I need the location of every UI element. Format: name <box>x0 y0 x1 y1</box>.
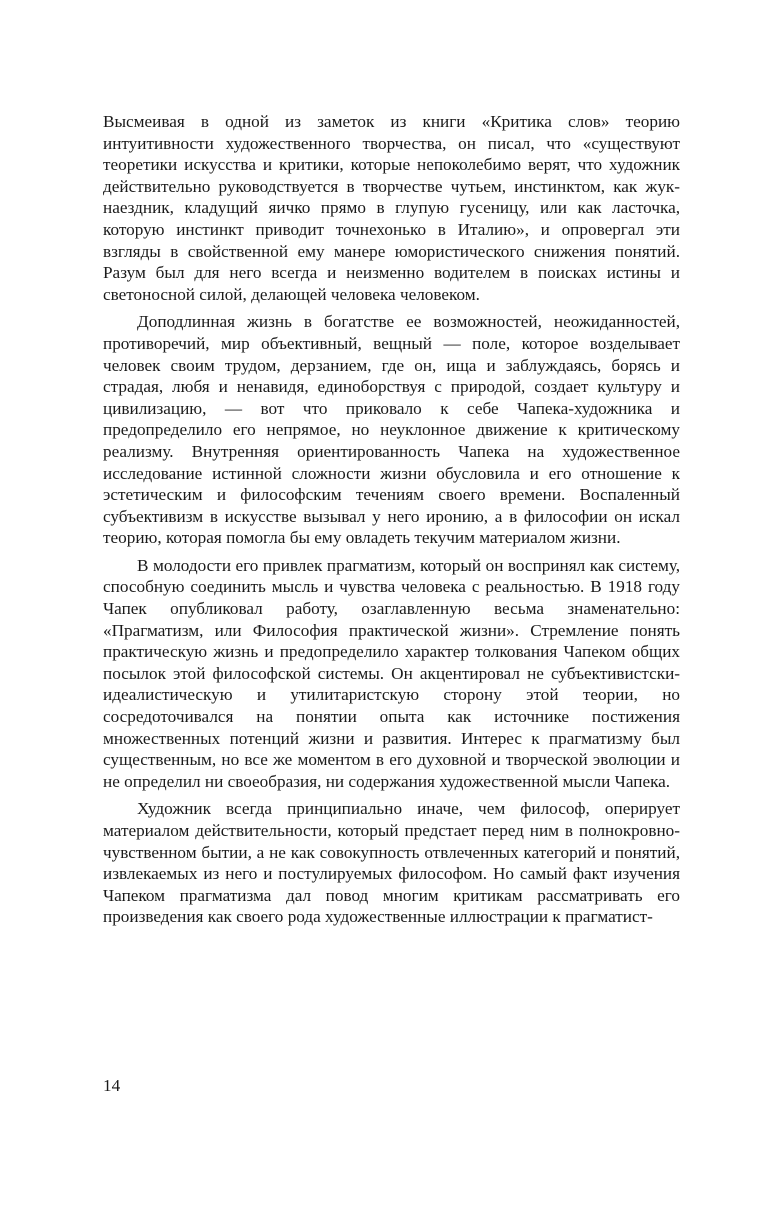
page-number: 14 <box>103 1076 121 1095</box>
paragraph-3: В молодости его привлек прагматизм, который он воспринял как систему, способную соединить мысль и чувства человека с реальностью. В 1918 году Чапек опубликовал работу, озаглавленную весьма знаменательно: «Прагматизм, или Философия практической жизни». Стремление понять практическую жизнь и предопределило характер толкования Чапеком общих посылок этой философской системы. Он акцентировал не субъективистски-идеалистическую и утилитаристскую сторону этой теории, но сосредоточивался на понятии опыта как источнике постижения множественных потенций жизни и развития. Интерес к прагматизму был существенным, но все же моментом в его духовной и творческой эволюции и не определил ни своеобразия, ни содержания художественной мысли Чапека. <box>103 555 680 791</box>
paragraph-1: Высмеивая в одной из заметок из книги «Критика слов» теорию интуитивности художественного творчества, он писал, что «существуют теоретики искусства и критики, которые непоколебимо верят, что художник действительно руководствуется в творчестве чутьем, инстинктом, как жук-наездник, кладущий яичко прямо в глупую гусеницу, или как ласточка, которую инстинкт приводит точнехонько в Италию», и опровергал эти взгляды в свойственной ему манере юмористического снижения понятий. Разум был для него всегда и неизменно водителем в поисках истины и светоносной силой, делающей человека человеком. <box>103 112 680 304</box>
page-body <box>103 111 680 928</box>
paragraph-4: Художник всегда принципиально иначе, чем философ, оперирует материалом действительности, который предстает перед ним в полнокровно-чувственном бытии, а не как совокупность отвлеченных категорий и понятий, извлекаемых из него и постулируемых философом. Но самый факт изучения Чапеком прагматизма дал повод многим критикам рассматривать его произведения как своего рода художественные иллюстрации к прагматист- <box>103 799 680 927</box>
paragraph-2: Доподлинная жизнь в богатстве ее возможностей, неожиданностей, противоречий, мир объективный, вещный — поле, которое возделывает человек своим трудом, дерзанием, где он, ища и заблуждаясь, борясь и страдая, любя и ненавидя, единоборствуя с природой, создает культуру и цивилизацию, — вот что приковало к себе Чапека-художника и предопределило его непрямое, но неуклонное движение к критическому реализму. Внутренняя ориентированность Чапека на художественное исследование истинной сложности жизни обусловила и его отношение к эстетическим и философским течениям своего времени. Воспаленный субъективизм в искусстве вызывал у него иронию, а в философии он искал теорию, которая помогла бы ему овладеть текучим материалом жизни. <box>103 312 680 548</box>
